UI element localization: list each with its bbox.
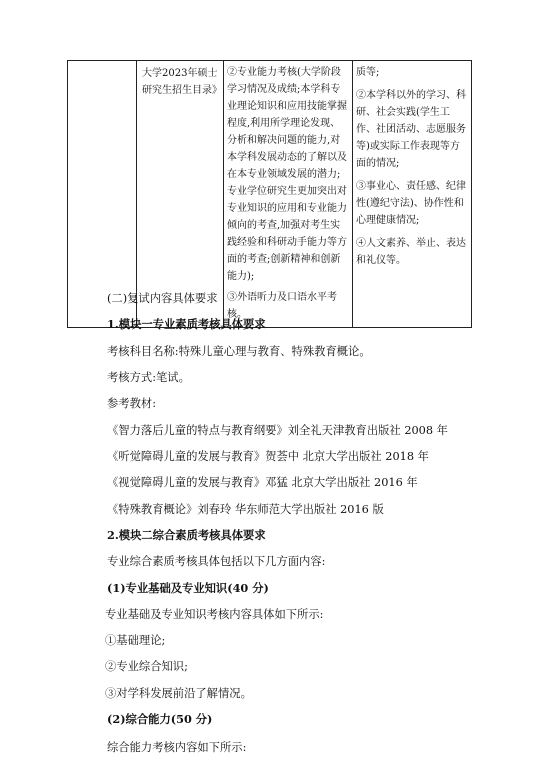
table-row bbox=[68, 61, 472, 328]
quality-text-4: ④人文素养、举止、表达和礼仪等。 bbox=[356, 238, 466, 266]
section-heading: (二)复试内容具体要求 bbox=[107, 292, 218, 305]
quality-text-2: ②本学科以外的学习、科研、社会实践(学生工作、社团活动、志愿服务等)或实际工作表现等方面的情况; bbox=[356, 90, 466, 169]
subject-line: 考核科目名称:特殊儿童心理与教育、特殊教育概论。 bbox=[107, 345, 371, 358]
requirements-table bbox=[67, 60, 472, 328]
part1-title: (1)专业基础及专业知识(40 分) bbox=[107, 581, 269, 595]
part2-title: (2)综合能力(50 分) bbox=[107, 712, 213, 726]
reference-item: 《听觉障碍儿童的发展与教育》贺荟中 北京大学出版社 2018 年 bbox=[107, 450, 429, 463]
module2-title: 2.模块二综合素质考核具体要求 bbox=[107, 528, 266, 542]
reference-item: 《特殊教育概论》刘春玲 华东师范大学出版社 2016 版 bbox=[107, 503, 384, 516]
module2-intro: 专业综合素质考核具体包括以下几方面内容: bbox=[107, 555, 326, 568]
table-cell-source bbox=[137, 61, 224, 328]
part1-item: ①基础理论; bbox=[105, 634, 166, 647]
method-line: 考核方式:笔试。 bbox=[107, 371, 190, 384]
source-text: 大学2023年硕士研究生招生目录》 bbox=[142, 68, 222, 96]
part1-intro: 专业基础及专业知识考核内容具体如下所示: bbox=[105, 608, 324, 621]
foreign-language-text: ③外语听力及口语水平考核。 bbox=[227, 292, 337, 320]
references-label: 参考教材: bbox=[107, 397, 156, 410]
module1-title: 1.模块一专业素质考核具体要求 bbox=[107, 317, 266, 331]
part2-intro: 综合能力考核内容如下所示: bbox=[107, 741, 247, 754]
reference-item: 《智力落后儿童的特点与教育纲要》刘全礼天津教育出版社 2008 年 bbox=[107, 424, 448, 437]
reference-item: 《视觉障碍儿童的发展与教育》邓猛 北京大学出版社 2016 年 bbox=[107, 476, 418, 489]
professional-ability-text: ②专业能力考核(大学阶段学习情况及成绩;本学科专业理论知识和应用技能掌握程度,利用所学理论发现、分析和解决问题的能力,对本学科发展动态的了解以及在本专业领域发展的潜力;专业学位研究生更加突出对专业知识的应用和专业能力倾向的考查,加强对考生实践经验和科研动手能力等方面的考查;创新精神和创新能力); bbox=[227, 67, 347, 282]
part1-item: ②专业综合知识; bbox=[105, 660, 188, 673]
table-cell-professional-ability bbox=[224, 61, 353, 328]
part1-item: ③对学科发展前沿了解情况。 bbox=[105, 687, 252, 700]
quality-text-3: ③事业心、责任感、纪律性(遵纪守法)、协作性和心理健康情况; bbox=[356, 181, 466, 226]
quality-text-1: 质等; bbox=[356, 67, 380, 78]
table-cell-comprehensive-quality bbox=[353, 61, 472, 328]
table-cell-empty bbox=[68, 61, 137, 328]
